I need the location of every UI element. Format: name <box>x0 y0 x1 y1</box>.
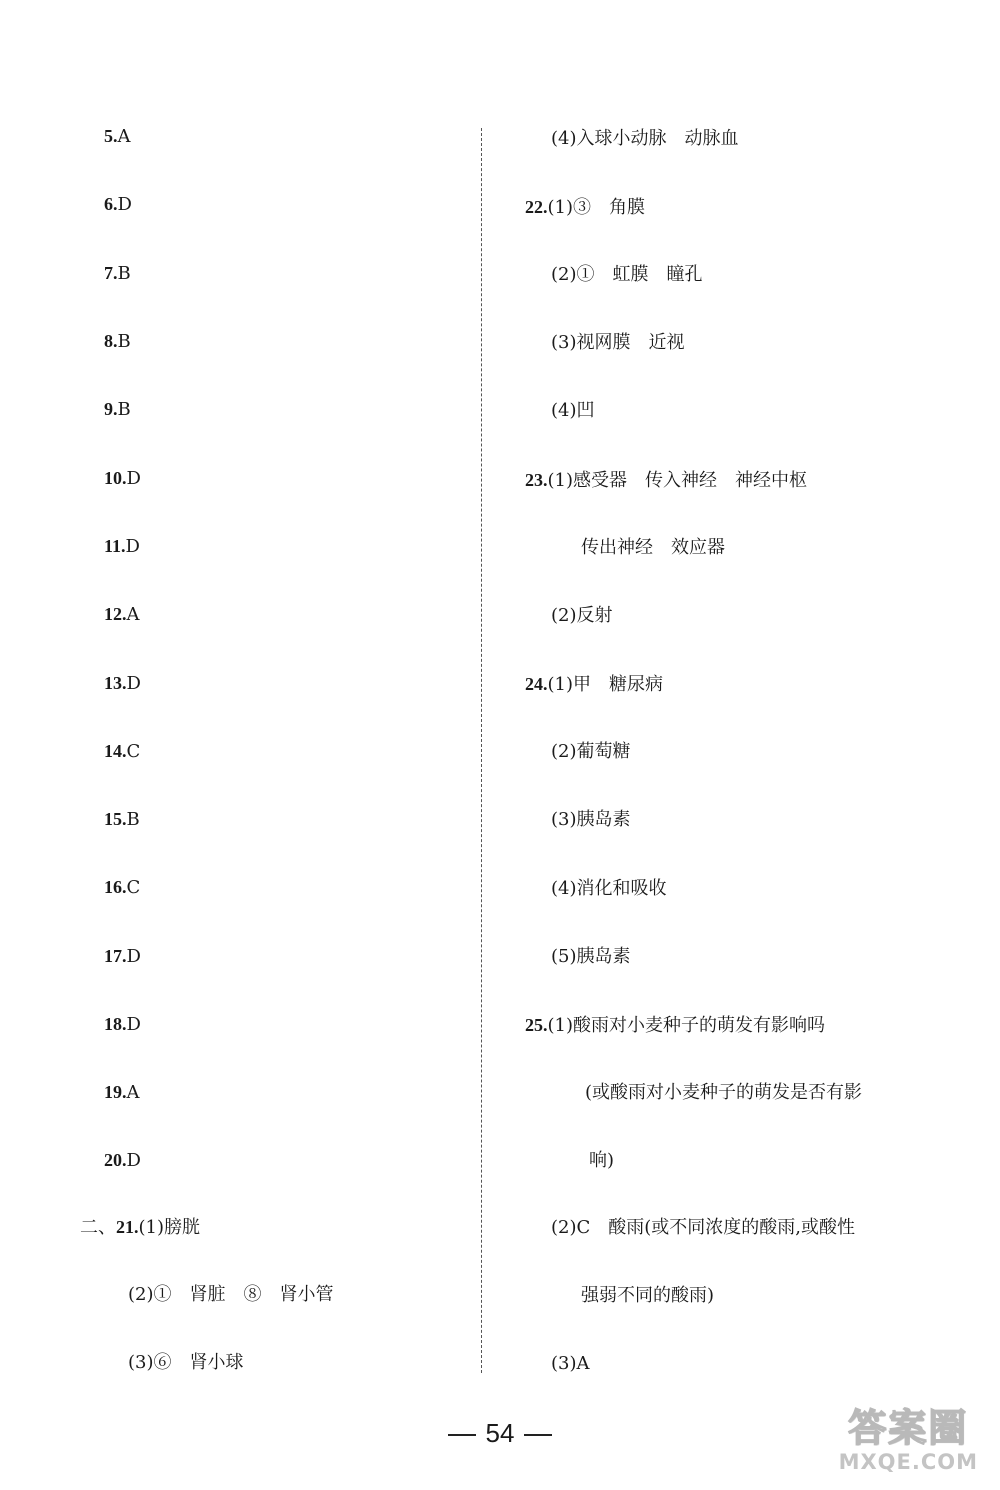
answer-line: 10.D <box>104 468 141 489</box>
answer-line: (3)视网膜 近视 <box>551 332 685 353</box>
answer-line: 20.D <box>104 1150 141 1171</box>
watermark <box>839 1406 978 1474</box>
answer-line: 22.(1)③ 角膜 <box>525 197 645 218</box>
answer-line: 23.(1)感受器 传入神经 神经中枢 <box>525 470 807 491</box>
answer-line: (2)① 虹膜 瞳孔 <box>551 264 703 285</box>
answer-line: (2)C 酸雨(或不同浓度的酸雨,或酸性 <box>551 1217 856 1238</box>
section-marker: 二、 <box>80 1217 116 1238</box>
answer-line: (3)胰岛素 <box>551 809 631 830</box>
answer-line: 传出神经 效应器 <box>581 537 725 558</box>
answer-line: 18.D <box>104 1014 141 1035</box>
answer-line: 24.(1)甲 糖尿病 <box>525 674 663 695</box>
answer-line: (2)葡萄糖 <box>551 741 631 762</box>
answer-line: 16.C <box>104 877 141 898</box>
dash-right <box>524 1434 552 1436</box>
answer-line: 5.A <box>104 126 131 147</box>
answer-line: 13.D <box>104 673 141 694</box>
answer-line: (或酸雨对小麦种子的萌发是否有影 <box>585 1082 863 1103</box>
answer-line: 12.A <box>104 604 140 625</box>
answer-line: 强弱不同的酸雨) <box>581 1285 715 1306</box>
answer-line: (5)胰岛素 <box>551 946 631 967</box>
answer-line: 11.D <box>104 536 140 557</box>
answer-line: 9.B <box>104 399 131 420</box>
answer-line: (3)A <box>551 1353 590 1374</box>
answer-line: 响) <box>589 1150 615 1171</box>
answer-line: 17.D <box>104 946 141 967</box>
answer-line: (2)反射 <box>551 605 613 626</box>
answer-line: 二、21.(1)膀胱 <box>80 1217 200 1238</box>
watermark-logo: 答案圈 <box>848 1406 969 1450</box>
watermark-url: MXQE.COM <box>838 1450 978 1474</box>
column-divider <box>481 128 482 1373</box>
answer-line: (3)⑥ 肾小球 <box>128 1352 244 1373</box>
answer-line: (4)凹 <box>551 400 595 421</box>
answer-line: 14.C <box>104 741 141 762</box>
answer-line: 8.B <box>104 331 131 352</box>
answer-line: (4)入球小动脉 动脉血 <box>551 128 739 149</box>
answer-line: (2)① 肾脏 ⑧ 肾小管 <box>128 1284 334 1305</box>
answer-line: 15.B <box>104 809 140 830</box>
answer-line: 25.(1)酸雨对小麦种子的萌发有影响吗 <box>525 1015 825 1036</box>
dash-left <box>448 1434 476 1436</box>
answer-line: (4)消化和吸收 <box>551 878 667 899</box>
answer-line: 19.A <box>104 1082 140 1103</box>
answer-line: 6.D <box>104 194 132 215</box>
page-number-text: 54 <box>485 1418 515 1448</box>
answer-line: 7.B <box>104 263 131 284</box>
